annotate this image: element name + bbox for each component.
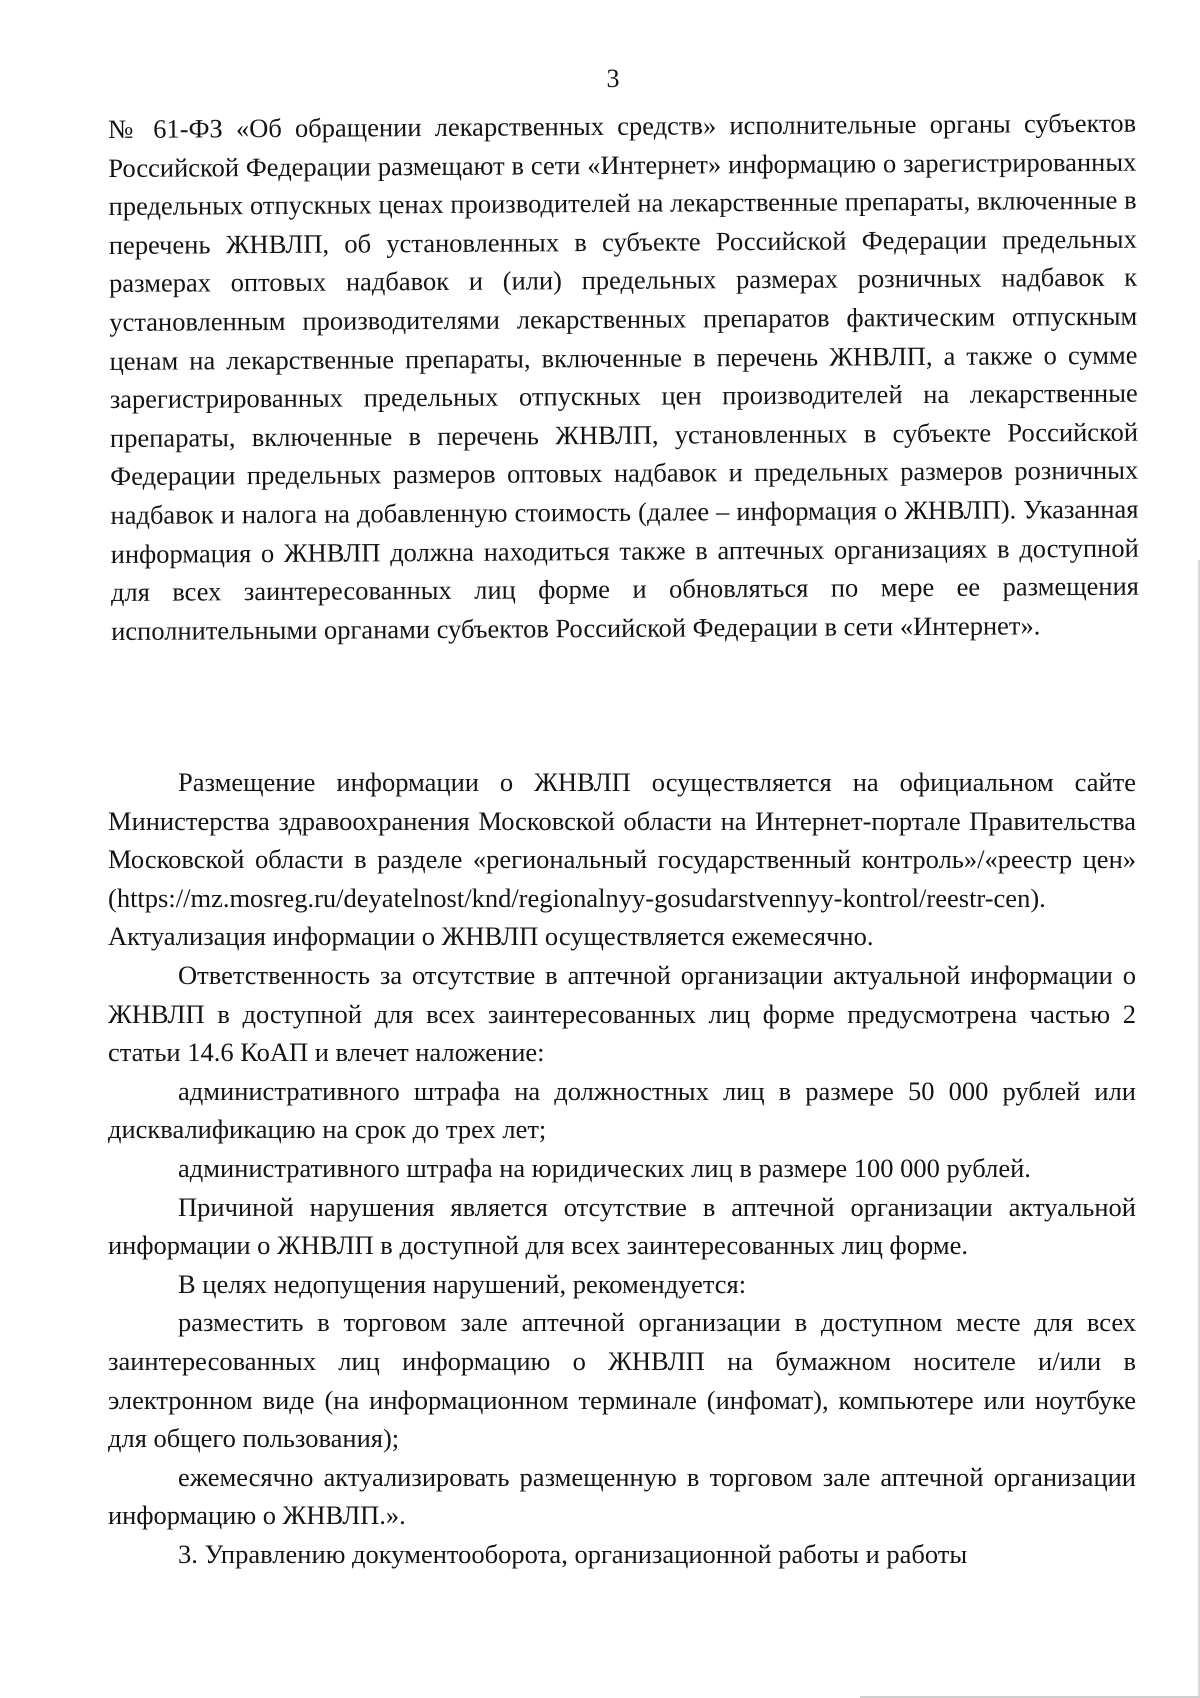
document-body bbox=[108, 763, 1136, 1573]
list-item: ежемесячно актуализировать размещенную в торговом зале аптечной организации информацию о ЖНВЛП.». bbox=[108, 1461, 1136, 1531]
list-item: административного штрафа на должностных лиц в размере 50 000 рублей или дисквалификацию на срок до трех лет; bbox=[108, 1075, 1136, 1145]
list-item: административного штрафа на юридических лиц в размере 100 000 рублей. bbox=[178, 1152, 1031, 1183]
paragraph: Причиной нарушения является отсутствие в аптечной организации актуальной информации о ЖНВЛП в доступной для всех заинтересованных лиц форме. bbox=[108, 1191, 1136, 1261]
list-item: разместить в торговом зале аптечной организации в доступном месте для всех заинтересованных лиц информацию о ЖНВЛП на бумажном носителе и/или в электронном виде (на информационном терминале (инфомат), компьютере или ноутбуке для общего пользования); bbox=[108, 1307, 1136, 1454]
paragraph: Ответственность за отсутствие в аптечной организации актуальной информации о ЖНВЛП в доступной для всех заинтересованных лиц форме предусмотрена частью 2 статьи 14.6 КоАП и влечет наложение: bbox=[108, 959, 1136, 1068]
paragraph: Размещение информации о ЖНВЛП осуществляется на официальном сайте Министерства здравоохранения Московской области на Интернет-портале Правительства Московской области в разделе «региональный государственный контроль»/«реестр цен» (https://mz.mosreg.ru/deyatelnost/knd/regionalnyy-gosudarstvennyy-kontrol/reestr-cen). Актуализация информации о ЖНВЛП осуществляется ежемесячно. bbox=[108, 767, 1136, 952]
page-number: 3 bbox=[606, 64, 620, 93]
paragraph-continued: № 61-ФЗ «Об обращении лекарственных средств» исполнительные органы субъектов Российской Федерации размещают в сети «Интернет» информацию о зарегистрированных предельных отпускных ценах производителей на лекарственные препараты, включенные в перечень ЖНВЛП, об установленных в субъекте Российской Федерации предельных размерах оптовых надбавок и (или) предельных размерах розничных надбавок к установленным производителями лекарственных препаратов фактическим отпускным ценам на лекарственные препараты, включенные в перечень ЖНВЛП, а также о сумме зарегистрированных предельных отпускных цен производителей на лекарственные препараты, включенные в перечень ЖНВЛП, установленных в субъекте Российской Федерации предельных размеров оптовых надбавок и предельных размеров розничных надбавок и налога на добавленную стоимость (далее – информация о ЖНВЛП). Указанная информация о ЖНВЛП должна находиться также в аптечных организациях в доступной для всех заинтересованных лиц форме и обновляться по мере ее размещения исполнительными органами субъектов Российской Федерации в сети «Интернет». bbox=[108, 107, 1140, 646]
numbered-paragraph: 3. Управлению документооборота, организационной работы и работы bbox=[178, 1538, 968, 1569]
paragraph: В целях недопущения нарушений, рекомендуется: bbox=[178, 1268, 747, 1299]
document-body-continued bbox=[108, 104, 1139, 651]
